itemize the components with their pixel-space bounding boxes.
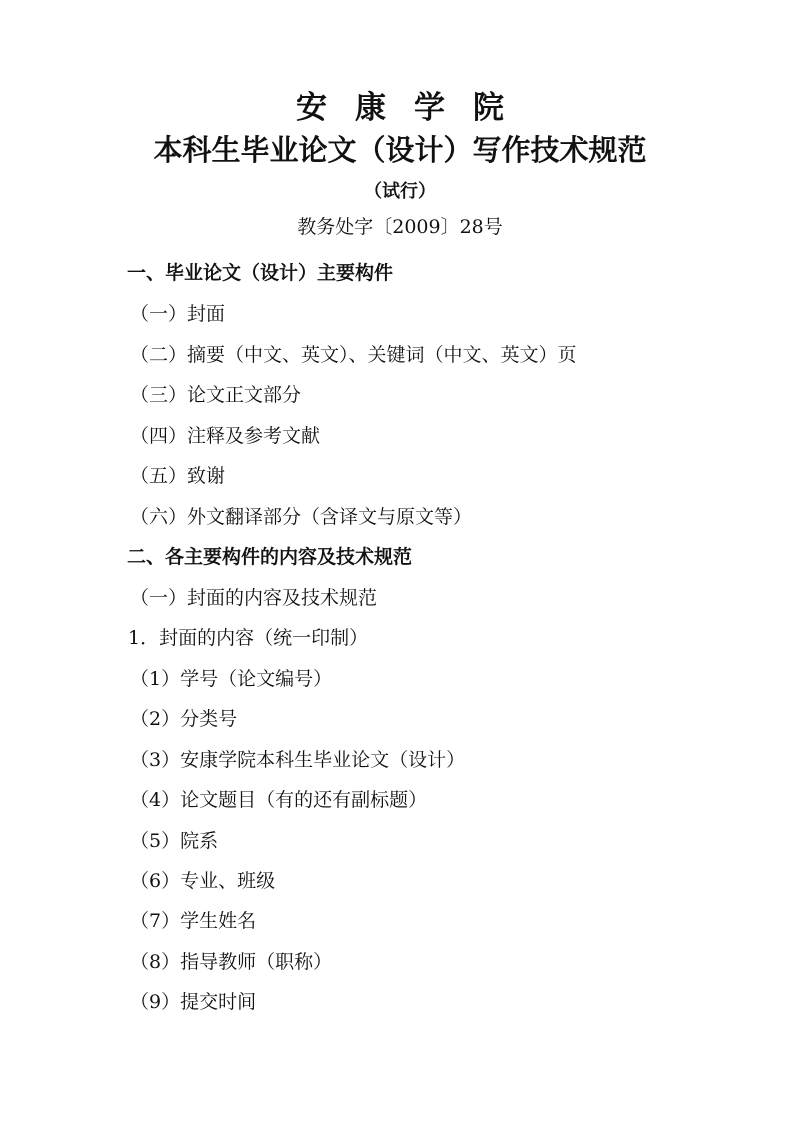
list-item: （六）外文翻译部分（含译文与原文等） [130, 506, 473, 528]
list-item: （6）专业、班级 [130, 870, 276, 892]
list-item: （4）论文题目（有的还有副标题） [130, 789, 428, 811]
list-item: （1）学号（论文编号） [130, 668, 333, 690]
document-title: 本科生毕业论文（设计）写作技术规范 [153, 133, 647, 167]
list-item: （五）致谢 [130, 465, 226, 487]
list-item: （9）提交时间 [130, 991, 257, 1013]
list-item: （2）分类号 [130, 708, 238, 730]
list-item: （三）论文正文部分 [130, 384, 302, 406]
list-item: （四）注释及参考文献 [130, 425, 321, 447]
section-heading-2: 二、各主要构件的内容及技术规范 [127, 546, 413, 568]
point-heading: 1．封面的内容（统一印制） [128, 627, 369, 649]
document-number: 教务处字〔2009〕28号 [297, 216, 503, 238]
school-name: 安康学院 [296, 90, 532, 126]
list-item: （一）封面 [130, 303, 226, 325]
list-item: （7）学生姓名 [130, 910, 257, 932]
list-item: （二）摘要（中文、英文）、关键词（中文、英文）页 [130, 344, 577, 366]
trial-label: （试行） [364, 181, 436, 202]
subsection-heading: （一）封面的内容及技术规范 [130, 587, 378, 609]
section-heading-1: 一、毕业论文（设计）主要构件 [127, 262, 394, 284]
list-item: （5）院系 [130, 830, 219, 852]
list-item: （3）安康学院本科生毕业论文（设计） [130, 749, 466, 771]
list-item: （8）指导教师（职称） [130, 951, 333, 973]
